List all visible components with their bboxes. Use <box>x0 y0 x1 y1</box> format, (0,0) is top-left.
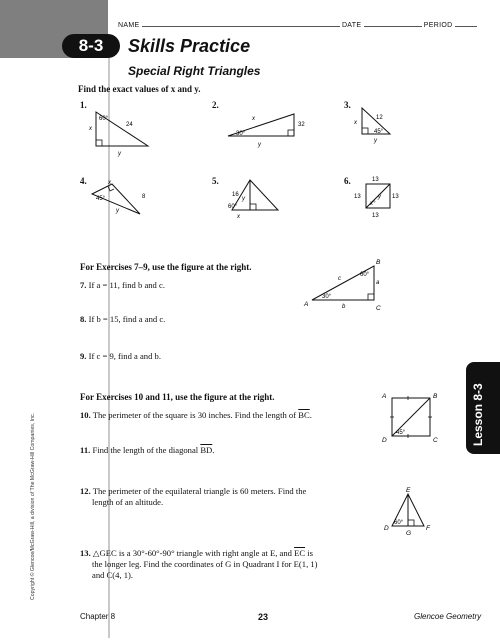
tri-angle: 60° <box>394 520 404 526</box>
p5-y: y <box>242 196 245 202</box>
date-field[interactable] <box>364 20 422 27</box>
ex7-num: 7. <box>80 280 87 290</box>
period-label: PERIOD <box>423 22 453 29</box>
ex12-line2: length of an altitude. <box>92 497 164 507</box>
p3-hyp: 12 <box>376 115 383 121</box>
lesson-tab-label: Lesson 8-3 <box>471 383 485 446</box>
period-field[interactable] <box>455 20 477 27</box>
name-field[interactable] <box>142 20 340 27</box>
p5-side: 16 <box>232 192 239 198</box>
p3-x: x <box>354 120 357 126</box>
p6-angle: x° <box>370 201 376 207</box>
side-b: b <box>342 304 346 310</box>
sq-d: D <box>382 437 387 444</box>
sq-b: B <box>433 393 438 400</box>
vertex-b: B <box>376 259 381 266</box>
p6-y: y <box>378 194 381 200</box>
name-label: NAME <box>118 22 140 29</box>
tri-g: G <box>406 530 412 537</box>
ex13-line2: the longer leg. Find the coordinates of G in Quadrant I for E(1, 1) <box>92 559 318 569</box>
figure-10-11 <box>378 388 448 448</box>
date-label: DATE <box>341 22 362 29</box>
ex9-num: 9. <box>80 351 87 361</box>
footer-page-number: 23 <box>258 612 269 622</box>
exercise-13 <box>80 548 318 581</box>
exercise-7 <box>80 280 165 291</box>
ex13-line3: and C(4, 1). <box>92 570 134 580</box>
ex7-text: If a = 11, find b and c. <box>88 280 165 290</box>
problem-3-figure <box>352 104 412 154</box>
ex9-text: If c = 9, find a and b. <box>88 351 161 361</box>
ex11-end: . <box>212 445 215 455</box>
p1-angle: 60° <box>99 116 109 122</box>
side-c: c <box>338 276 341 282</box>
ex8-num: 8. <box>80 314 87 324</box>
p4-x: x <box>108 180 111 186</box>
angle-30: 30° <box>322 294 332 300</box>
figure-12 <box>380 484 440 540</box>
p1-hyp: 24 <box>126 122 133 128</box>
p1-x: x <box>89 126 92 132</box>
p6-right: 13 <box>392 194 399 200</box>
section-10-11-heading: For Exercises 10 and 11, use the figure at the right. <box>80 392 275 402</box>
section-7-9-heading: For Exercises 7–9, use the figure at the right. <box>80 262 252 272</box>
ex10-text: The perimeter of the square is 30 inches. Find the length of <box>92 410 299 420</box>
copyright-notice: Copyright © Glencoe/McGraw-Hill, a division of The McGraw-Hill Companies, Inc. <box>30 412 36 600</box>
tri-d: D <box>384 525 389 532</box>
lesson-number-badge: 8-3 <box>62 34 120 58</box>
exercise-12 <box>80 486 306 508</box>
ex13-line1-end: is <box>305 548 313 558</box>
p2-angle: 30° <box>236 131 246 137</box>
p6-bottom: 13 <box>372 213 379 219</box>
vertex-c: C <box>376 305 381 312</box>
exercise-8 <box>80 314 165 325</box>
problem-6-figure <box>352 172 412 222</box>
p1-y: y <box>118 151 121 157</box>
p4-y: y <box>116 208 119 214</box>
problem-1-figure <box>88 108 168 158</box>
angle-60: 60° <box>360 272 370 278</box>
p6-top: 13 <box>372 177 379 183</box>
p3-y: y <box>374 138 377 144</box>
exercise-10 <box>80 410 312 421</box>
ex10-end: . <box>309 410 312 420</box>
ex10-seg: $\overline{BC}$ <box>298 410 310 420</box>
side-a: a <box>376 280 380 286</box>
ex13-num: 13. <box>80 548 91 558</box>
footer-book: Glencoe Geometry <box>414 612 482 621</box>
problem-2-number: 2. <box>212 100 219 110</box>
ex11-text: Find the length of the diagonal <box>92 445 201 455</box>
ex12-num: 12. <box>80 486 91 496</box>
problem-2-figure <box>222 108 312 156</box>
p5-angle: 60° <box>228 204 238 210</box>
sq-c: C <box>433 437 438 444</box>
ex11-num: 11. <box>80 445 91 455</box>
lesson-tab <box>466 362 500 454</box>
p2-side: 32 <box>298 122 305 128</box>
ex12-line1: The perimeter of the equilateral triangle is 60 meters. Find the <box>92 486 307 496</box>
exercise-9 <box>80 351 161 362</box>
problem-3-number: 3. <box>344 100 351 110</box>
ex10-num: 10. <box>80 410 91 420</box>
ex13-line1: △GEC is a 30°-60°-90° triangle with right angle at E, and <box>92 548 295 558</box>
p5-x: x <box>237 214 240 220</box>
problem-1-number: 1. <box>80 100 87 110</box>
tri-e: E <box>406 487 411 494</box>
tri-f: F <box>426 525 430 532</box>
ex13-seg: $\overline{EC}$ <box>294 548 306 558</box>
problem-5-number: 5. <box>212 176 219 186</box>
page-subtitle: Special Right Triangles <box>128 64 261 78</box>
footer-chapter: Chapter 8 <box>80 612 116 621</box>
ex11-seg: $\overline{BD}$ <box>200 445 213 455</box>
p4-angle: 45° <box>96 196 106 202</box>
p2-x: x <box>252 116 255 122</box>
figure-7-9 <box>300 254 400 316</box>
instructions: Find the exact values of x and y. <box>78 84 201 94</box>
problem-4-number: 4. <box>80 176 87 186</box>
problem-6-number: 6. <box>344 176 351 186</box>
problem-4-figure <box>88 176 168 224</box>
sq-angle: 45° <box>396 430 406 436</box>
p3-angle: 45° <box>374 129 384 135</box>
page-title: Skills Practice <box>128 36 251 56</box>
sq-a: A <box>382 393 387 400</box>
p4-hyp: 8 <box>142 194 146 200</box>
vertex-a: A <box>304 301 309 308</box>
p2-y: y <box>258 142 261 148</box>
name-date-period-row <box>118 20 488 29</box>
exercise-11 <box>80 445 214 456</box>
ex8-text: If b = 15, find a and c. <box>88 314 166 324</box>
p6-left: 13 <box>354 194 361 200</box>
problem-5-figure <box>222 176 302 228</box>
